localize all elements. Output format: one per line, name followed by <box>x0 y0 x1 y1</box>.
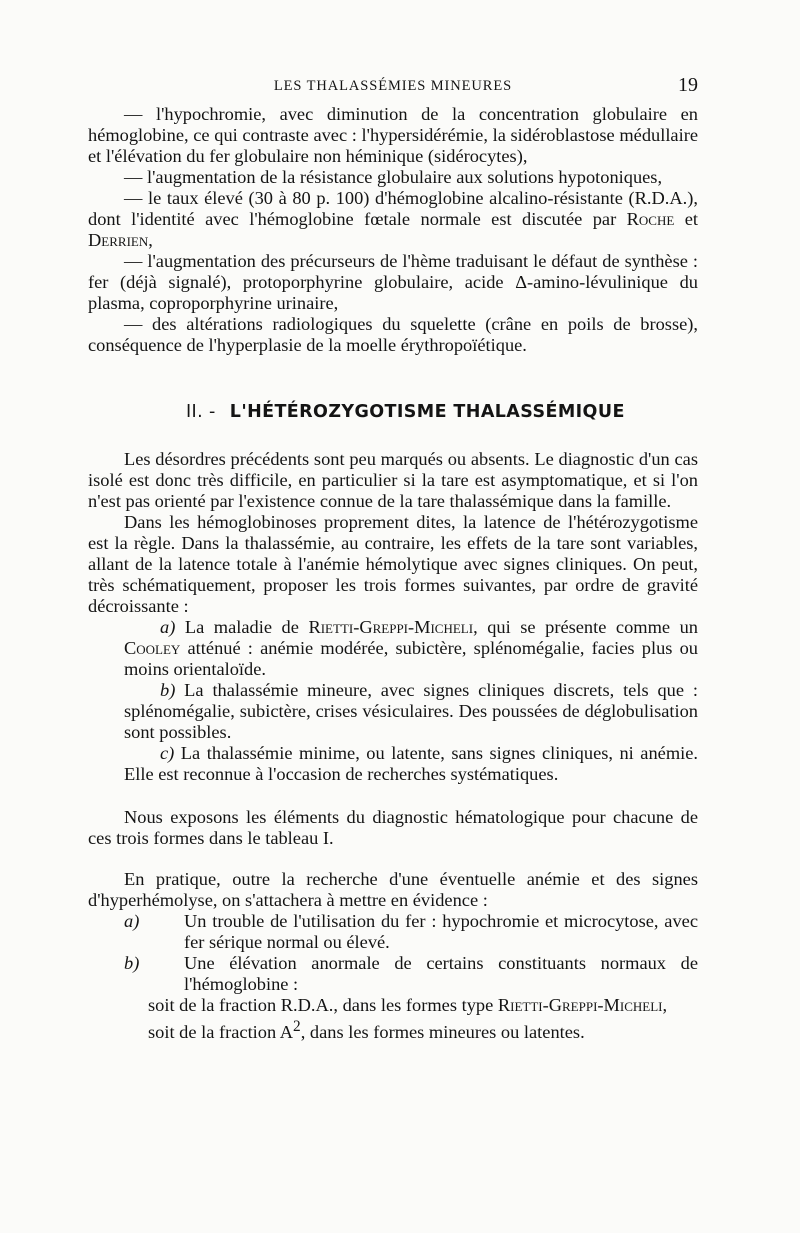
paragraph-alterations: — des altérations radiologiques du squelette (crâne en poils de brosse), conséquence de l'hyperplasie de la moelle érythropoïétique. <box>88 314 698 355</box>
sub-item-a2 <box>148 1016 698 1043</box>
text-run: La thalassémie mineure, avec signes cliniques discrets, tels que : splénomégalie, subictère, crises vésiculaires. Des poussées de déglobulisation sont possibles. <box>124 680 698 742</box>
paragraph-precurseurs: — l'augmentation des précurseurs de l'hème traduisant le défaut de synthèse : fer (déjà signalé), protoporphyrine globulaire, acide Δ-amino-lévulinique du plasma, coproporphyrine urinaire, <box>88 251 698 313</box>
text-run: — le taux élevé (30 à 80 p. 100) d'hémoglobine alcalino-résistante (R.D.A.), dont l'identité avec l'hémoglobine fœtale normale est discutée par <box>88 188 698 229</box>
section-number: II. - <box>186 402 216 422</box>
enum-item-a <box>124 911 698 953</box>
page-number: 19 <box>678 74 698 96</box>
section-heading <box>88 402 698 423</box>
text-run: Un trouble de l'utilisation du fer : hypochromie et microcytose, avec fer sérique normal ou élevé. <box>184 911 698 952</box>
paragraph-hypochromie: — l'hypochromie, avec diminution de la concentration globulaire en hémoglobine, ce qui contraste avec : l'hypersidérémie, la sidéroblastose médullaire et l'élévation du fer globulaire non héminique (sidérocytes), <box>88 104 698 166</box>
list-item-b <box>124 680 698 743</box>
author-name: Cooley <box>124 638 181 658</box>
item-label: b) <box>124 953 140 973</box>
paragraph-hemoglobine-alcalino <box>88 188 698 251</box>
paragraph-desordres: Les désordres précédents sont peu marqués ou absents. Le diagnostic d'un cas isolé est donc très difficile, en particulier si la tare est asymptomatique, et si l'on n'est pas orienté par l'existence connue de la tare thalassémique dans la famille. <box>88 449 698 511</box>
author-name: Rietti-Greppi-Micheli <box>308 617 474 637</box>
text-run: La thalassémie minime, ou latente, sans signes cliniques, ni anémie. Elle est reconnue à l'occasion de recherches systématiques. <box>124 743 698 784</box>
item-label: a) <box>124 911 140 931</box>
text-run: , <box>662 995 668 1015</box>
paragraph-en-pratique: En pratique, outre la recherche d'une éventuelle anémie et des signes d'hyperhémolyse, on s'attachera à mettre en évidence : <box>88 869 698 910</box>
author-name: Roche <box>626 209 675 229</box>
paragraph-hemoglobinoses: Dans les hémoglobinoses proprement dites, la latence de l'hétérozygotisme est la règle. Dans la thalassémie, au contraire, les effets de la tare sont variables, allant de la latence totale à l'anémie hémolytique avec signes cliniques. On peut, très schématiquement, proposer les trois formes suivantes, par ordre de gravité décroissante : <box>88 512 698 616</box>
sub-item-rda <box>148 995 698 1016</box>
text-run: atténué : anémie modérée, subictère, splénomégalie, facies plus ou moins orientaloïde. <box>124 638 698 679</box>
list-item-c <box>124 743 698 785</box>
text-run: La maladie de <box>175 617 309 637</box>
running-title: LES THALASSÉMIES MINEURES <box>273 78 513 94</box>
body-text <box>88 104 698 1043</box>
paragraph-tableau: Nous exposons les éléments du diagnostic hématologique pour chacune de ces trois formes dans le tableau I. <box>88 807 698 848</box>
item-label: c) <box>160 743 175 763</box>
list-item-a <box>124 617 698 680</box>
section-title: L'HÉTÉROZYGOTISME THALASSÉMIQUE <box>229 402 625 422</box>
item-label: a) <box>160 617 176 637</box>
text-run: soit de la fraction R.D.A., dans les formes type <box>148 995 498 1015</box>
text-run: soit de la fraction A <box>148 1022 294 1043</box>
text-run: , qui se présente comme un <box>473 617 698 637</box>
paragraph-resistance: — l'augmentation de la résistance globulaire aux solutions hypotoniques, <box>124 167 663 187</box>
item-label: b) <box>160 680 176 700</box>
text-run: , <box>148 230 153 250</box>
running-header <box>88 74 698 98</box>
text-run: , dans les formes mineures ou latentes. <box>300 1022 585 1043</box>
author-name: Rietti-Greppi-Micheli <box>497 995 663 1015</box>
author-name: Derrien <box>88 230 149 250</box>
enum-item-b <box>124 953 698 995</box>
text-run: Une élévation anormale de certains constituants normaux de l'hémoglobine : <box>184 953 698 994</box>
text-run: et <box>674 209 698 229</box>
superscript: 2 <box>293 1018 301 1035</box>
